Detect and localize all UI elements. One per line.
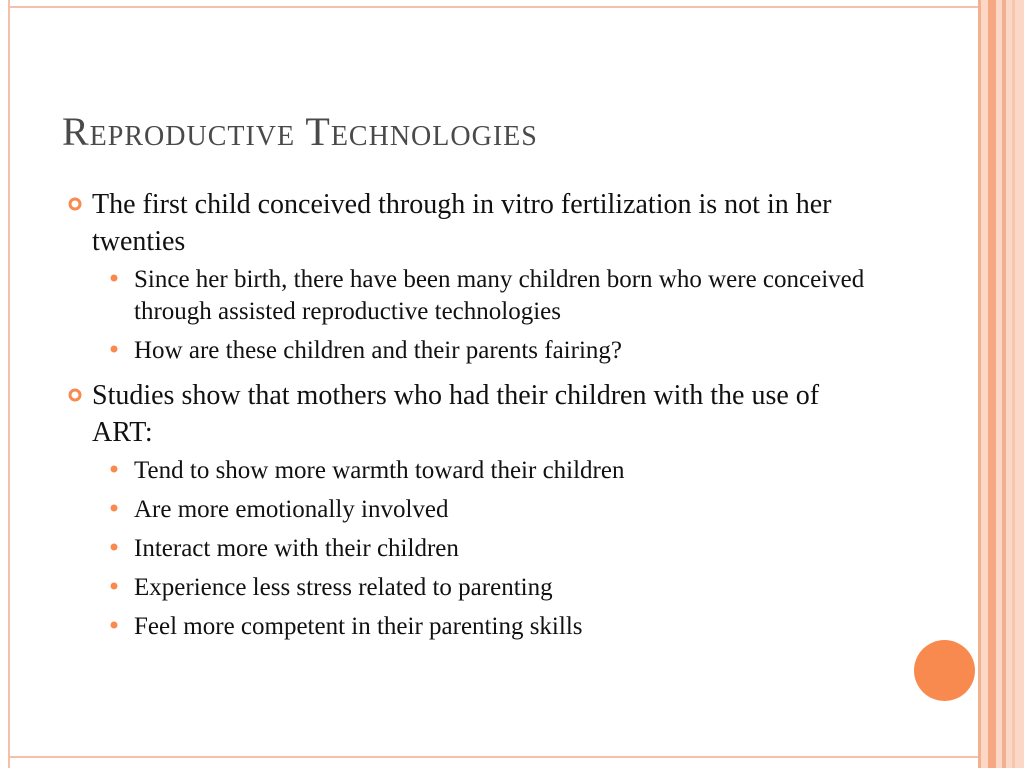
frame-top-line	[8, 0, 984, 8]
bullet-level2	[108, 533, 884, 565]
sub-bullet-text: Since her birth, there have been many children born who were conceived through assisted reproductive technologies	[134, 266, 865, 325]
dot-bullet-icon	[108, 343, 120, 355]
bullet-level1	[64, 377, 884, 451]
bullet-level2	[108, 611, 884, 643]
dot-bullet-icon	[108, 580, 120, 592]
dot-bullet-icon	[108, 541, 120, 553]
bullet-level1	[64, 186, 884, 260]
frame-bottom-line	[8, 756, 984, 758]
frame-left-line	[8, 0, 10, 768]
slide-body	[64, 186, 884, 653]
bullet-text: Studies show that mothers who had their children with the use of ART:	[92, 380, 820, 448]
sub-bullet-text: Interact more with their children	[134, 535, 459, 562]
slide-title: Reproductive Technologies	[62, 109, 538, 154]
bullet-level2	[108, 264, 884, 328]
sub-bullet-text: Are more emotionally involved	[134, 496, 449, 523]
dot-bullet-icon	[108, 272, 120, 284]
right-stripe	[1012, 0, 1015, 768]
dot-bullet-icon	[108, 463, 120, 475]
bullet-level2	[108, 494, 884, 526]
sub-bullet-text: How are these children and their parents fairing?	[134, 337, 622, 364]
dot-bullet-icon	[108, 502, 120, 514]
right-stripe	[978, 0, 981, 768]
ring-bullet-icon	[68, 197, 82, 211]
sub-bullet-text: Feel more competent in their parenting skills	[134, 613, 583, 640]
bullet-level2	[108, 335, 884, 367]
bullet-level2	[108, 455, 884, 487]
right-stripe	[988, 0, 996, 768]
decorative-circle	[914, 640, 975, 701]
dot-bullet-icon	[108, 619, 120, 631]
sub-bullet-text: Experience less stress related to parenting	[134, 574, 553, 601]
bullet-level2	[108, 572, 884, 604]
right-decor-band	[978, 0, 1024, 768]
sub-bullet-list	[64, 264, 884, 367]
ring-bullet-icon	[68, 388, 82, 402]
sub-bullet-list	[64, 455, 884, 643]
right-stripe	[1002, 0, 1006, 768]
bullet-text: The first child conceived through in vitro fertilization is not in her twenties	[92, 189, 832, 257]
sub-bullet-text: Tend to show more warmth toward their children	[134, 457, 625, 484]
